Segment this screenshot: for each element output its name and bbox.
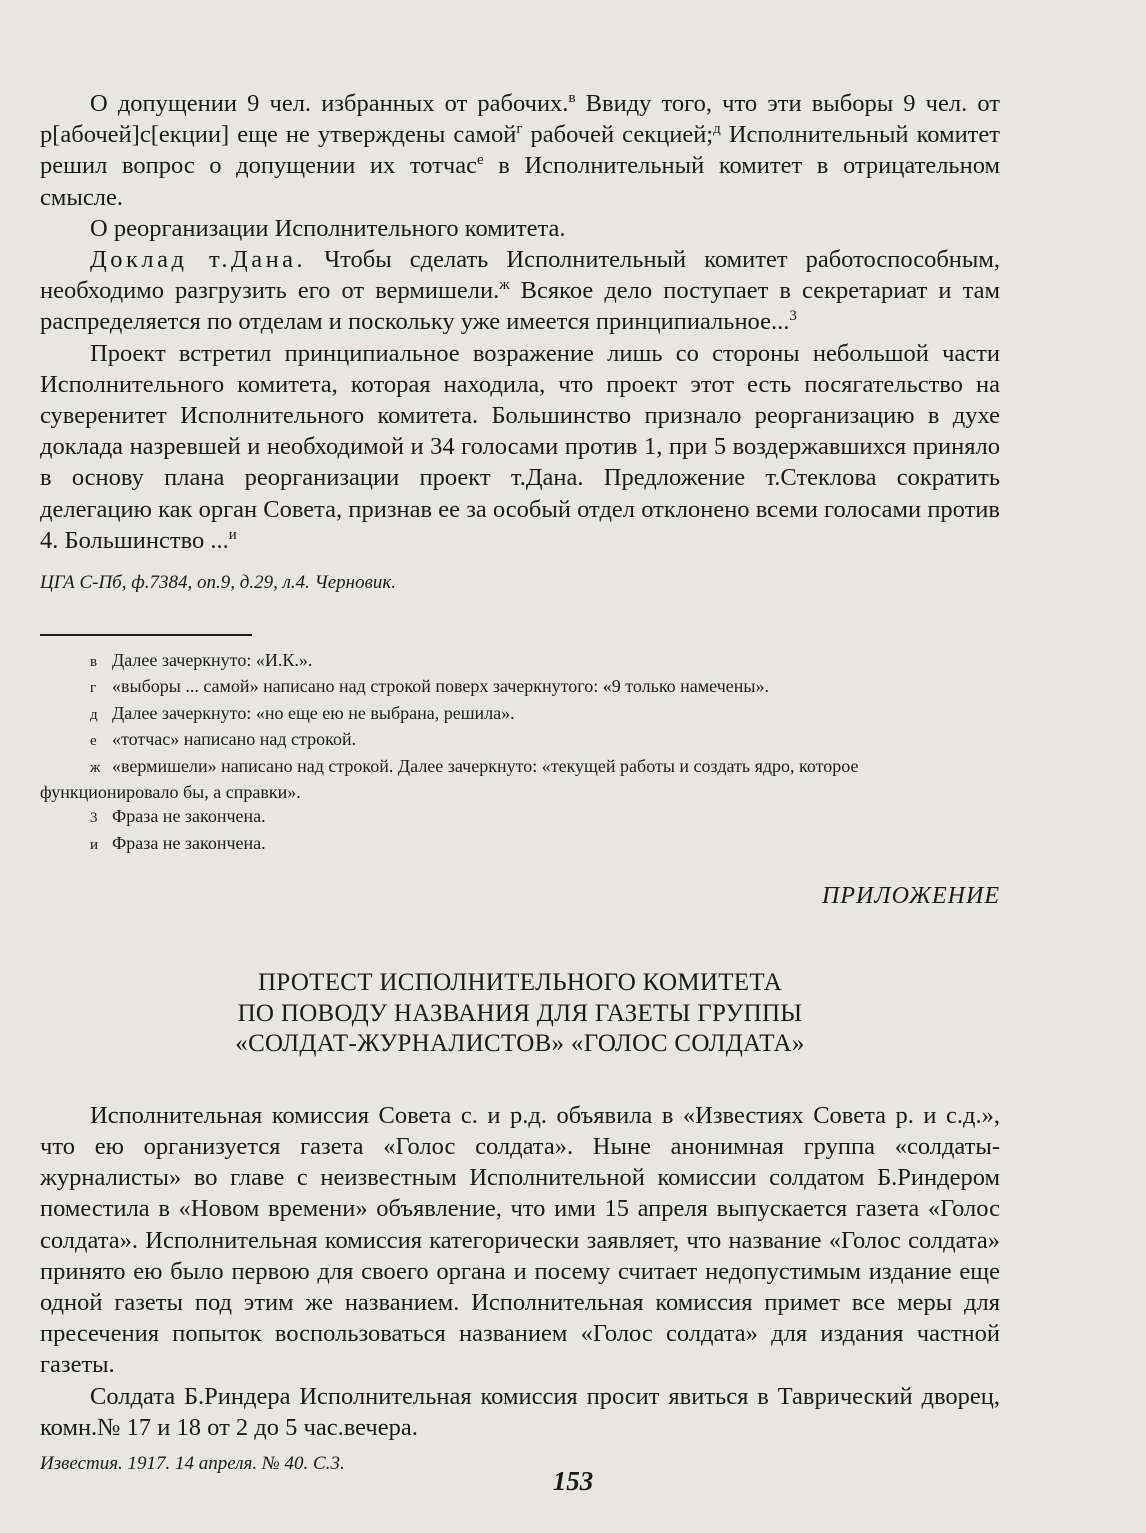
- footnote: ж «вермишели» написано над строкой. Далее зачеркнуто: «текущей работы и создать ядро, которое функционировало бы, а справки».: [40, 755, 859, 803]
- paragraph-protest: Исполнительная комиссия Совета с. и р.д. объявила в «Известиях Совета р. и с.д.», что ею организуется газета «Голос солдата». Ныне анонимная группа «солдаты-журналисты» во главе с неизвестным Исполнительной комиссии солдатом Б.Риндером поместила в «Новом времени» объявление, что ими 15 апреля выпускается газета «Голос солдата». Исполнительная комиссия категорически заявляет, что название «Голос солдата» принято ею было первою для своего органа и посему считает недопустимым издание еще одной газеты под этим же названием. Исполнительная комиссия примет все меры для пресечения попыток воспользоваться названием «Голос солдата» для издания частной газеты.: [40, 1101, 1000, 1379]
- footnote-ref: 3: [789, 308, 797, 325]
- footnote-ref: ж: [499, 277, 510, 294]
- footnote: д Далее зачеркнуто: «но еще ею не выбрана, решила».: [90, 702, 515, 723]
- footnote-divider: [40, 634, 252, 636]
- footnote-ref: д: [713, 121, 721, 138]
- paragraph-summons: Солдата Б.Риндера Исполнительная комиссия просит явиться в Таврический дворец, комн.№ 17 и 18 от 2 до 5 час.вечера.: [40, 1382, 1000, 1441]
- footnote: г «выборы ... самой» написано над строкой поверх зачеркнутого: «9 только намечены».: [90, 676, 769, 697]
- footnote: е «тотчас» написано над строкой.: [90, 729, 357, 750]
- footnotes: [40, 648, 1000, 857]
- paragraph-dan-report: Доклад т.Дана. Чтобы сделать Исполнительный комитет работоспособным, необходимо разгрузить его от вермишели.$^ж$ Всякое дело поступает в секретариат и там распределяется по отделам и поскольку уже имеется принципиальное...$^3$: [40, 246, 1000, 336]
- footnote-ref: е: [477, 152, 484, 169]
- footnote-ref: в: [568, 89, 576, 106]
- page-number: 153: [552, 1466, 594, 1496]
- footnote-ref: г: [516, 121, 523, 138]
- speaker-name: Доклад т.Дана.: [90, 246, 307, 274]
- footnote: и Фраза не закончена.: [90, 832, 266, 853]
- archive-source: ЦГА С-Пб, ф.7384, оп.9, д.29, л.4. Черновик.: [40, 572, 396, 594]
- footnote: 3 Фраза не закончена.: [90, 806, 266, 827]
- appendix-label: ПРИЛОЖЕНИЕ: [822, 883, 1000, 910]
- publication-source: Известия. 1917. 14 апреля. № 40. С.3.: [40, 1453, 345, 1475]
- footnote: в Далее зачеркнуто: «И.К.».: [90, 650, 313, 671]
- paragraph-reorganization-title: О реорганизации Исполнительного комитета.: [90, 214, 566, 242]
- paragraph-project-vote: Проект встретил принципиальное возражение лишь со стороны небольшой части Исполнительного комитета, которая находила, что проект этот есть посягательство на суверенитет Исполнительного комитета. Большинство признало реорганизацию в духе доклада назревшей и необходимой и 34 голосами против 1, при 5 воздержавшихся приняло в основу плана реорганизации проект т.Дана. Предложение т.Стеклова сократить делегацию как орган Совета, признав ее за особый отдел отклонено всеми голосами против 4. Большинство ...$^и$: [40, 339, 1000, 554]
- appendix-heading: ПРОТЕСТ ИСПОЛНИТЕЛЬНОГО КОМИТЕТА ПО ПОВОДУ НАЗВАНИЯ ДЛЯ ГАЗЕТЫ ГРУППЫ «СОЛДАТ-ЖУРНАЛИСТОВ» «ГОЛОС СОЛДАТА»: [235, 969, 805, 1058]
- footnote-ref: и: [228, 526, 237, 543]
- paragraph-admission: О допущении 9 чел. избранных от рабочих.$^в$ Ввиду того, что эти выборы 9 чел. от р[абочей]с[екции] еще не утверждены самой$^г$ рабочей секцией;$^д$ Исполнительный комитет решил вопрос о допущении их тотчас$^е$ в Исполнительный комитет в отрицательном смысле.: [40, 89, 1000, 211]
